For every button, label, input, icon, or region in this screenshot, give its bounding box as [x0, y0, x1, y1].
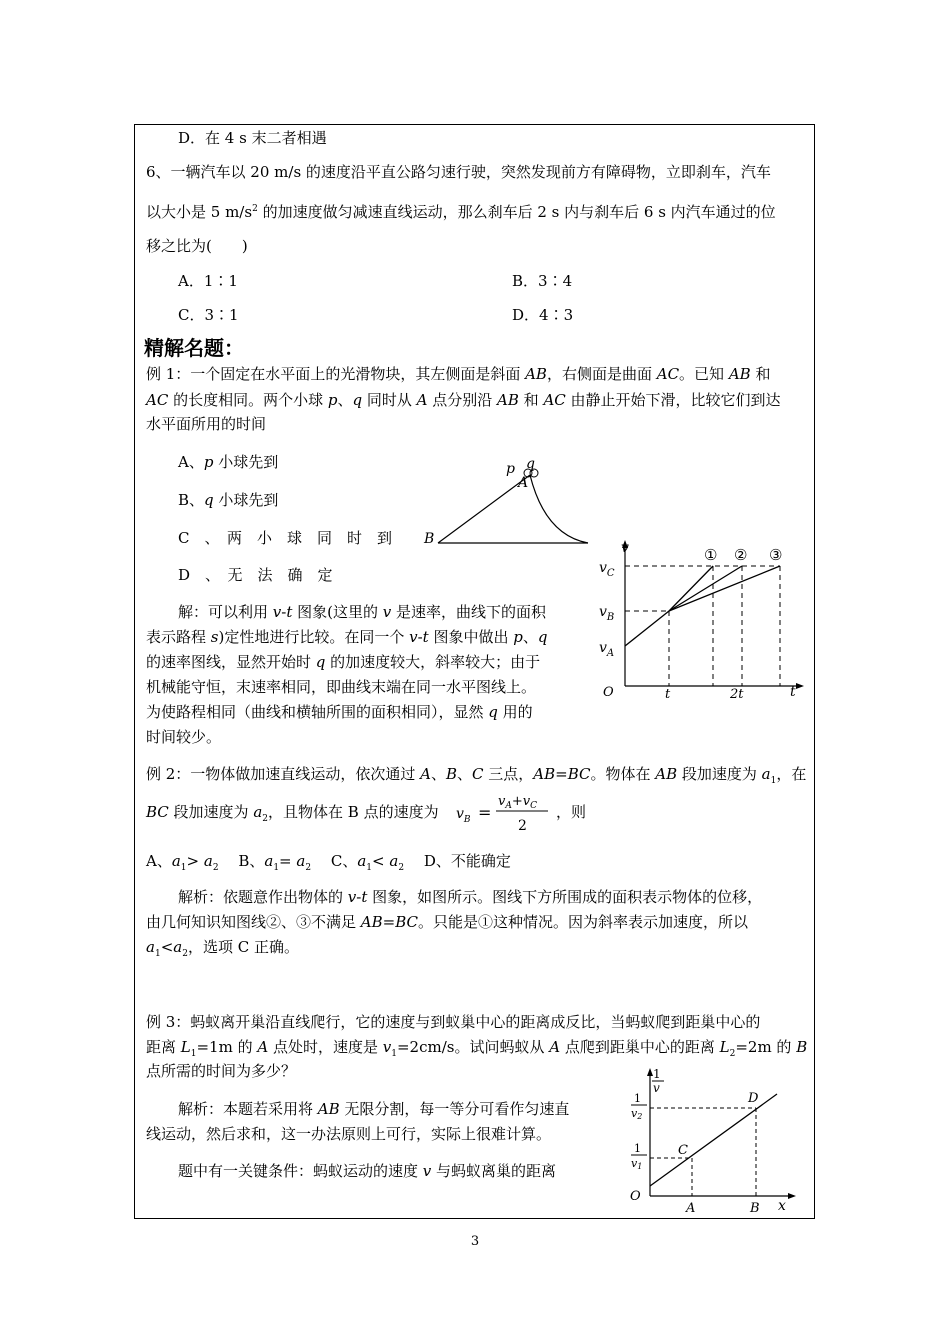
ivg-point-c: C — [678, 1143, 688, 1158]
svg-text:v2: v2 — [631, 1107, 643, 1121]
label-a: A — [518, 475, 529, 491]
svg-text:v1: v1 — [631, 1157, 643, 1171]
vt-tick-t: t — [665, 687, 671, 701]
vt-tick-vc: $v_C$ — [599, 560, 615, 579]
vt-x-label: t — [790, 684, 796, 700]
svg-text:1: 1 — [653, 1067, 661, 1081]
ex1-solution-2: 表示路程 s)定性地进行比较。在同一个 v-t 图象中做出 p、q — [146, 628, 548, 646]
incline-figure — [420, 455, 595, 550]
ivg-point-a: A — [686, 1201, 696, 1216]
ex2-solution-1: 解析：依题意作出物体的 v-t 图象，如图所示。图线下方所围成的面积表示物体的位移， — [178, 888, 763, 906]
q6-option-c: C．3∶1 — [178, 306, 239, 324]
q6-line2: 以大小是 5 $m/s^2$ 的加速度做匀减速直线运动，那么刹车后 2 s 内与刹车后 6 s 内汽车通过的位 — [146, 203, 776, 221]
ex1-option-a: A、p 小球先到 — [178, 453, 279, 471]
ex1-option-b: B、q 小球先到 — [178, 491, 279, 509]
ex1-option-c: C 、 两 小 球 同 时 到 — [178, 529, 392, 547]
q6-option-b: B．3∶4 — [512, 272, 573, 290]
ivg-point-d: D — [748, 1091, 759, 1106]
ex1-option-d: D 、 无 法 确 定 — [178, 566, 333, 584]
svg-text:vB: $v_B$ — [456, 806, 471, 825]
q5-option-d: D．在 4 s 末二者相遇 — [178, 129, 327, 147]
ex1-solution-4: 机械能守恒，末速率相同，即曲线末端在同一水平图线上。 — [146, 678, 537, 696]
ex3-solution-3: 题中有一关键条件：蚂蚁运动的速度 v 与蚂蚁离巢的距离 — [178, 1162, 557, 1180]
ex1-solution-5: 为使路程相同（曲线和横轴所围的面积相同），显然 q 用的 — [146, 703, 533, 721]
page-number: 3 — [470, 1234, 480, 1249]
vt-tick-vb: $v_B$ — [599, 604, 615, 623]
q6-option-d: D．4∶3 — [512, 306, 574, 324]
q6-option-a: A．1∶1 — [178, 272, 238, 290]
ex3-solution-2: 线运动，然后求和，这一办法原则上可行，实际上很难计算。 — [146, 1125, 552, 1143]
vt-origin: O — [603, 685, 614, 700]
inverse-v-graph — [622, 1064, 802, 1220]
q6-line3: 移之比为( ) — [146, 237, 248, 255]
vt-line-1-label: ① — [704, 546, 718, 564]
vt-line-3-label: ③ — [769, 546, 783, 564]
ex2-options: A、$a_1> a_2$ B、$a_1= a_2$ C、$a_1< a_2$ D、不能确定 — [146, 852, 511, 873]
svg-text:1: 1 — [634, 1092, 641, 1105]
ivg-x-label: x — [778, 1198, 786, 1214]
ex2-formula — [454, 788, 554, 836]
ivg-origin: O — [630, 1189, 641, 1204]
svg-text:=: = — [478, 803, 492, 822]
ex3-line1: 例 3：蚂蚁离开巢沿直线爬行，它的速度与到蚁巢中心的距离成反比，当蚂蚁爬到距巢中心的 — [146, 1013, 761, 1031]
q6-line1: 6、一辆汽车以 20 m/s 的速度沿平直公路匀速行驶，突然发现前方有障碍物，立即刹车，汽车 — [146, 163, 771, 181]
ex3-solution-1: 解析：本题若采用将 AB 无限分割，每一等分可看作匀速直 — [178, 1100, 570, 1118]
label-p: p — [506, 461, 515, 477]
ex2-solution-3: $a_1<a_2$，选项 C 正确。 — [146, 938, 299, 959]
ex3-line3: 点所需的时间为多少？ — [146, 1062, 297, 1080]
ex2-formula-den: 2 — [518, 818, 527, 834]
vt-y-label: v — [621, 540, 629, 556]
ex2-line1: 例 2：一物体做加速直线运动，依次通过 A、B、C 三点，AB=BC。物体在 AB 段加速度为 $a_1$，在 — [146, 765, 807, 786]
vt-tick-va: $v_A$ — [599, 640, 615, 659]
ex2-line2: BC 段加速度为 $a_2$，且物体在 B 点的速度为 — [146, 803, 439, 824]
ex1-line1: 例 1：一个固定在水平面上的光滑物块，其左侧面是斜面 AB，右侧面是曲面 AC。已知 AB 和 — [146, 365, 771, 383]
ex2-then: ，则 — [556, 803, 587, 821]
label-q: q — [526, 456, 535, 472]
svg-text:vA+vC: $v_A+v_C$ — [498, 794, 538, 811]
ex1-line3: 水平面所用的时间 — [146, 415, 267, 433]
vt-tick-2t: 2t — [730, 687, 744, 701]
ex3-line2: 距离 $L_1=1m$ 的 A 点处时，速度是 $v_1=2cm/s$。试问蚂蚁从 A 点爬到距巢中心的距离 $L_2=2m$ 的 B — [146, 1038, 808, 1059]
ex1-solution-6: 时间较少。 — [146, 728, 222, 746]
ex1-line2: AC 的长度相同。两个小球 p、q 同时从 A 点分别沿 AB 和 AC 由静止开始下滑，比较它们到达 — [146, 391, 781, 409]
ex1-solution-3: 的速率图线，显然开始时 q 的加速度较大，斜率较大；由于 — [146, 653, 541, 671]
vt-line-2-label: ② — [734, 546, 748, 564]
ex1-solution-1: 解：可以利用 v-t 图象(这里的 v 是速率，曲线下的面积 — [178, 603, 547, 621]
ex2-solution-2: 由几何知识知图线②、③不满足 AB=BC。只能是①这种情况。因为斜率表示加速度，所以 — [146, 913, 749, 931]
section-title: 精解名题： — [144, 336, 244, 360]
svg-text:v: v — [653, 1081, 660, 1095]
label-b: B — [424, 531, 435, 547]
ivg-point-b: B — [750, 1201, 760, 1216]
vt-graph — [595, 536, 810, 701]
svg-text:1: 1 — [634, 1142, 641, 1155]
